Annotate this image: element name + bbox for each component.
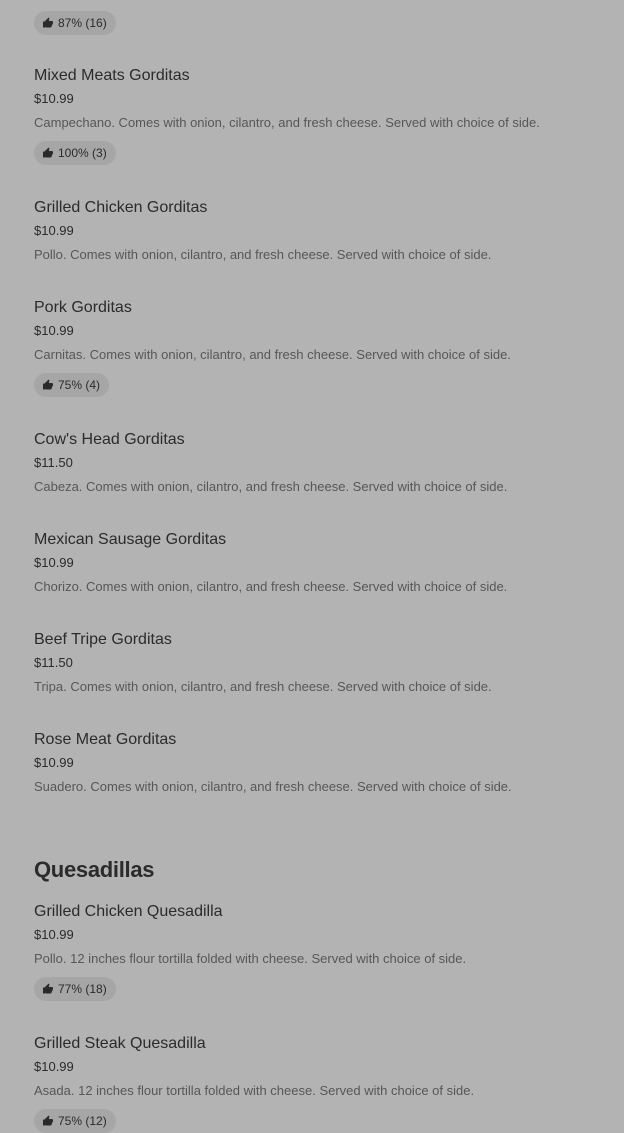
rating-label: 75% (4) xyxy=(58,378,101,392)
rating-badge xyxy=(34,1109,116,1133)
item-price: $10.99 xyxy=(34,91,74,106)
item-description: Pollo. Comes with onion, cilantro, and fresh cheese. Served with choice of side. xyxy=(34,247,492,262)
rating-label: 77% (18) xyxy=(58,982,107,996)
rating-badge xyxy=(34,373,109,397)
thumbs-up-icon xyxy=(42,17,54,29)
item-description: Campechano. Comes with onion, cilantro, and fresh cheese. Served with choice of side. xyxy=(34,115,540,130)
item-name: Pork Gorditas xyxy=(34,299,132,316)
item-description: Asada. 12 inches flour tortilla folded with cheese. Served with choice of side. xyxy=(34,1083,475,1098)
thumbs-up-icon xyxy=(42,379,54,391)
rating-label: 100% (3) xyxy=(58,146,107,160)
section-title: Quesadillas xyxy=(34,857,155,882)
menu-item[interactable] xyxy=(34,430,614,495)
rating-badge xyxy=(34,141,116,165)
rating-badge xyxy=(34,977,116,1001)
item-name: Grilled Chicken Quesadilla xyxy=(34,903,223,920)
rating-badge xyxy=(34,11,116,35)
item-name: Cow's Head Gorditas xyxy=(34,431,185,448)
item-name: Mexican Sausage Gorditas xyxy=(34,531,227,548)
item-price: $10.99 xyxy=(34,755,74,770)
item-price: $10.99 xyxy=(34,323,74,338)
menu-item[interactable] xyxy=(34,1034,614,1133)
thumbs-up-icon xyxy=(42,983,54,995)
rating-label: 75% (12) xyxy=(58,1114,107,1128)
menu-item[interactable] xyxy=(34,902,614,1001)
thumbs-up-icon xyxy=(42,147,54,159)
item-name: Grilled Steak Quesadilla xyxy=(34,1035,206,1052)
menu-item[interactable] xyxy=(34,66,614,165)
item-name: Beef Tripe Gorditas xyxy=(34,631,172,648)
item-price: $10.99 xyxy=(34,223,74,238)
item-name: Grilled Chicken Gorditas xyxy=(34,199,208,216)
item-description: Carnitas. Comes with onion, cilantro, and fresh cheese. Served with choice of side. xyxy=(34,347,511,362)
menu-item[interactable] xyxy=(34,730,614,795)
item-price: $10.99 xyxy=(34,555,74,570)
thumbs-up-icon xyxy=(42,1115,54,1127)
item-price: $10.99 xyxy=(34,1059,74,1074)
menu-item[interactable] xyxy=(34,198,614,263)
menu-item[interactable] xyxy=(34,298,614,397)
rating-label: 87% (16) xyxy=(58,16,107,30)
item-description: Suadero. Comes with onion, cilantro, and fresh cheese. Served with choice of side. xyxy=(34,779,512,794)
item-name: Rose Meat Gorditas xyxy=(34,731,177,748)
menu-item[interactable] xyxy=(34,630,614,695)
item-price: $11.50 xyxy=(34,655,73,670)
item-description: Cabeza. Comes with onion, cilantro, and fresh cheese. Served with choice of side. xyxy=(34,479,508,494)
item-name: Mixed Meats Gorditas xyxy=(34,67,190,84)
item-price: $10.99 xyxy=(34,927,74,942)
item-price: $11.50 xyxy=(34,455,73,470)
item-description: Pollo. 12 inches flour tortilla folded with cheese. Served with choice of side. xyxy=(34,951,467,966)
menu-item[interactable] xyxy=(34,530,614,595)
item-description: Chorizo. Comes with onion, cilantro, and fresh cheese. Served with choice of side. xyxy=(34,579,508,594)
item-description: Tripa. Comes with onion, cilantro, and fresh cheese. Served with choice of side. xyxy=(34,679,492,694)
